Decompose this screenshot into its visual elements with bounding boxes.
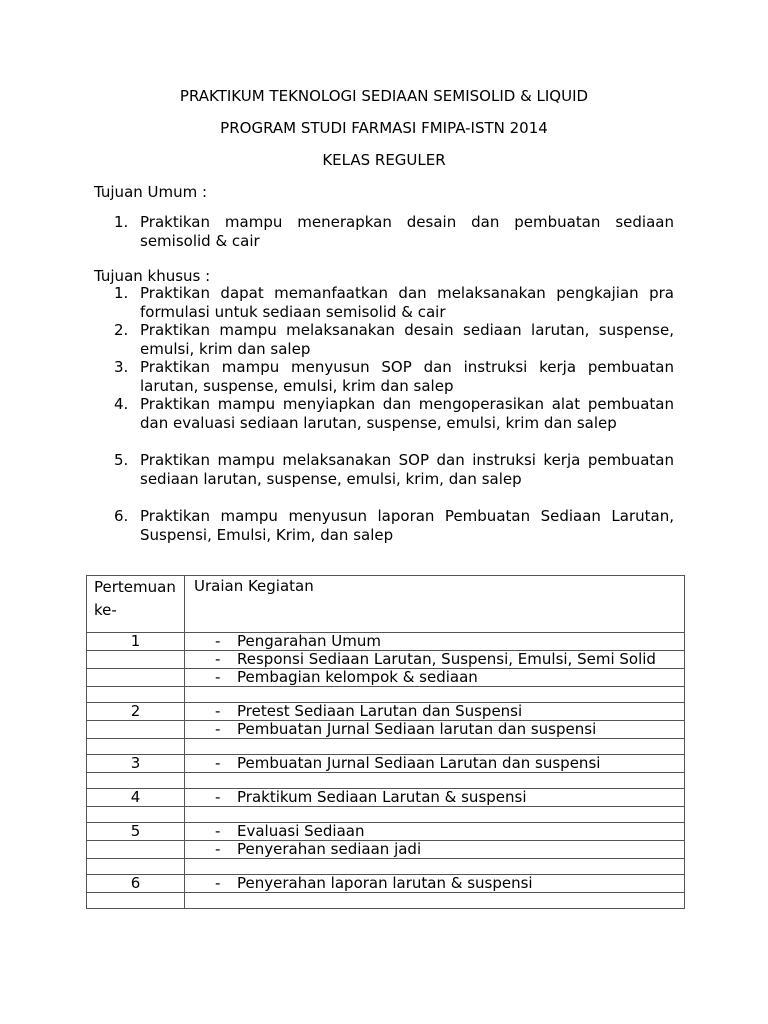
general-objective-item <box>114 213 674 250</box>
activity <box>185 633 684 650</box>
general-objective-heading: Tujuan Umum : <box>94 183 208 201</box>
table-row <box>87 789 685 807</box>
specific-objective-item <box>114 321 674 358</box>
item-number: 1. <box>114 213 129 231</box>
activity-text: Pembuatan Jurnal Sediaan Larutan dan suspensi <box>237 754 601 772</box>
activity <box>185 703 684 720</box>
header-meeting-cell <box>87 576 185 633</box>
activity-text: Pembuatan Jurnal Sediaan larutan dan suspensi <box>237 720 597 738</box>
item-text: Praktikan mampu menerapkan desain dan pembuatan sediaan semisolid & cair <box>140 213 674 250</box>
activity-text: Pretest Sediaan Larutan dan Suspensi <box>237 702 523 720</box>
activity-text: Evaluasi Sediaan <box>237 822 365 840</box>
activity <box>185 841 684 858</box>
table-row <box>87 875 685 893</box>
table-row <box>87 669 685 687</box>
item-number: 6. <box>114 507 129 525</box>
meeting-number: 1 <box>130 632 141 650</box>
class-title: KELAS REGULER <box>322 151 446 169</box>
header-activity-cell <box>185 576 685 633</box>
meeting-number: 3 <box>130 754 141 772</box>
activity <box>185 721 684 738</box>
empty-row <box>87 687 685 703</box>
activity <box>185 669 684 686</box>
dash: - <box>215 840 221 858</box>
activity-text: Penyerahan laporan larutan & suspensi <box>237 874 533 892</box>
table-row <box>87 841 685 859</box>
header-meeting-label: Pertemuan ke- <box>94 578 176 619</box>
activity-text: Responsi Sediaan Larutan, Suspensi, Emulsi, Semi Solid <box>237 650 656 668</box>
activity-text: Pembagian kelompok & sediaan <box>237 668 478 686</box>
item-text: Praktikan dapat memanfaatkan dan melaksanakan pengkajian pra formulasi untuk sediaan semisolid & cair <box>140 284 674 321</box>
activity <box>185 789 684 806</box>
dash: - <box>215 874 221 892</box>
table-row <box>87 703 685 721</box>
meeting-number: 2 <box>130 702 141 720</box>
activity-text: Praktikum Sediaan Larutan & suspensi <box>237 788 527 806</box>
table-row <box>87 755 685 773</box>
dash: - <box>215 822 221 840</box>
empty-row <box>87 807 685 823</box>
activity <box>185 755 684 772</box>
schedule-table <box>86 575 685 909</box>
meeting-number: 6 <box>130 874 141 892</box>
table-row <box>87 633 685 651</box>
specific-objective-item <box>114 395 674 432</box>
document-title: PRAKTIKUM TEKNOLOGI SEDIAAN SEMISOLID & LIQUID <box>179 87 589 105</box>
dash: - <box>215 650 221 668</box>
specific-objective-item <box>114 451 674 488</box>
item-number: 2. <box>114 321 129 339</box>
dash: - <box>215 754 221 772</box>
dash: - <box>215 632 221 650</box>
dash: - <box>215 702 221 720</box>
program-title: PROGRAM STUDI FARMASI FMIPA-ISTN 2014 <box>220 119 548 137</box>
activity <box>185 823 684 840</box>
table-row <box>87 651 685 669</box>
header-activity-label: Uraian Kegiatan <box>194 577 314 595</box>
table-header-row <box>87 576 685 633</box>
dash: - <box>215 788 221 806</box>
empty-row <box>87 893 685 909</box>
activity <box>185 651 684 668</box>
empty-row <box>87 773 685 789</box>
empty-row <box>87 859 685 875</box>
item-text: Praktikan mampu melaksanakan desain sediaan larutan, suspense, emulsi, krim dan salep <box>140 321 674 358</box>
item-number: 4. <box>114 395 129 413</box>
item-text: Praktikan mampu menyusun SOP dan instruksi kerja pembuatan larutan, suspense, emulsi, krim dan salep <box>140 358 674 395</box>
item-number: 3. <box>114 358 129 376</box>
dash: - <box>215 720 221 738</box>
item-number: 5. <box>114 451 129 469</box>
item-number: 1. <box>114 284 129 302</box>
empty-row <box>87 739 685 755</box>
activity <box>185 875 684 892</box>
dash: - <box>215 668 221 686</box>
specific-objective-item <box>114 284 674 321</box>
item-text: Praktikan mampu menyiapkan dan mengoperasikan alat pembuatan dan evaluasi sediaan larutan, suspense, emulsi, krim dan salep <box>140 395 674 432</box>
table-row <box>87 721 685 739</box>
item-text: Praktikan mampu melaksanakan SOP dan instruksi kerja pembuatan sediaan larutan, suspense, emulsi, krim, dan salep <box>140 451 674 488</box>
item-text: Praktikan mampu menyusun laporan Pembuatan Sediaan Larutan, Suspensi, Emulsi, Krim, dan salep <box>140 507 674 544</box>
activity-text: Penyerahan sediaan jadi <box>237 840 422 858</box>
specific-objective-item <box>114 358 674 395</box>
meeting-number: 4 <box>130 788 141 806</box>
specific-objective-item <box>114 507 674 544</box>
table-row <box>87 823 685 841</box>
activity-text: Pengarahan Umum <box>237 632 382 650</box>
meeting-number: 5 <box>130 822 141 840</box>
specific-objective-heading: Tujuan khusus : <box>94 267 211 285</box>
